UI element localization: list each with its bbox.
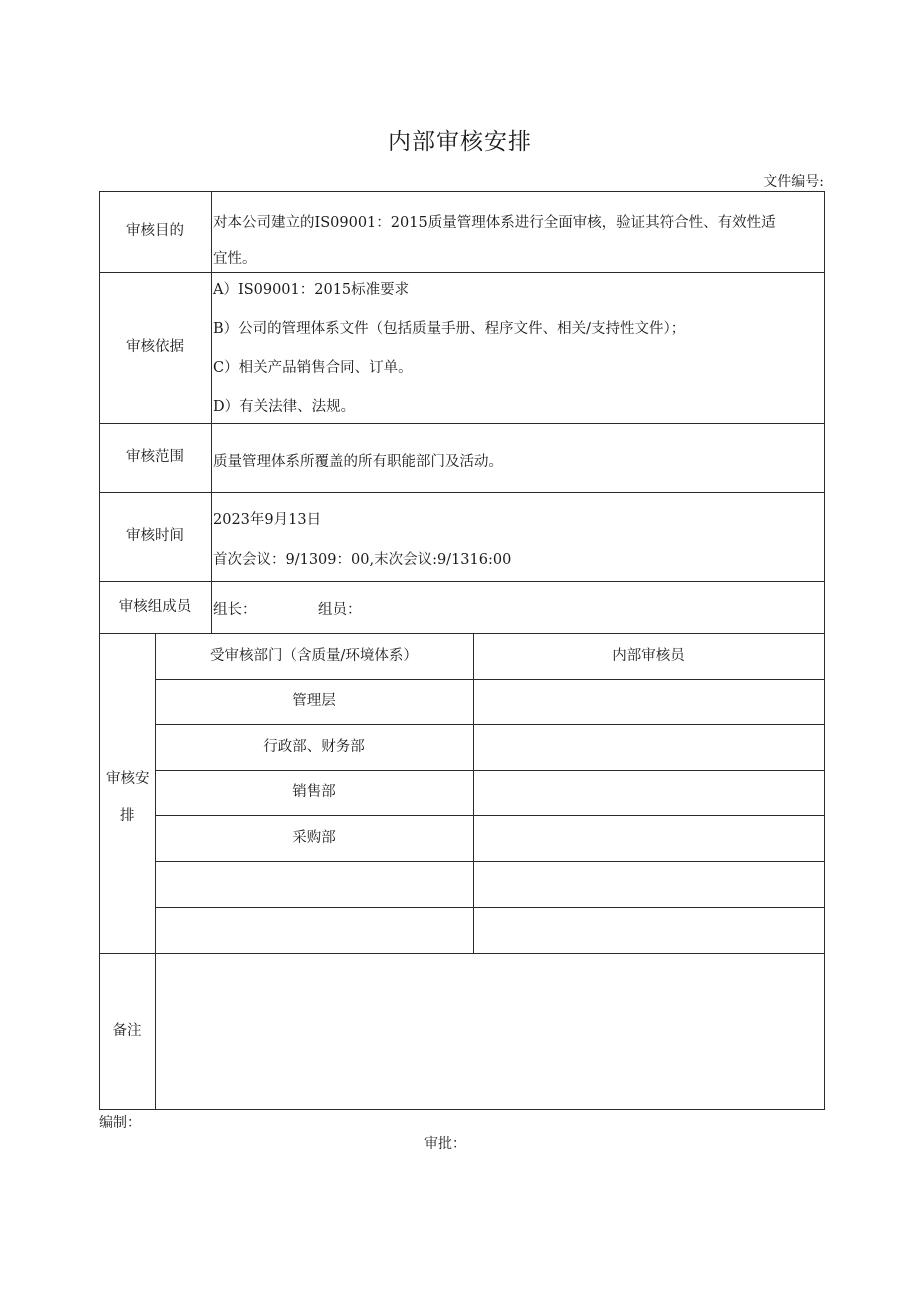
- auditor-cell: [473, 861, 824, 907]
- prepared-by-label: 编制：: [99, 1115, 141, 1131]
- auditor-cell: [473, 679, 824, 724]
- schedule-header-department: 受审核部门（含质量/环境体系）: [210, 647, 418, 664]
- auditor-cell: [473, 907, 824, 953]
- auditor-cell: [473, 815, 824, 861]
- remarks-content: [157, 957, 817, 1105]
- department-cell: 销售部: [292, 784, 336, 801]
- basis-item: A）IS09001：2015标准要求: [213, 282, 410, 298]
- scope-text: 质量管理体系所覆盖的所有职能部门及活动。: [213, 454, 503, 470]
- purpose-text-line1: 对本公司建立的IS09001：2015质量管理体系进行全面审核，验证其符合性、有效性适: [213, 215, 776, 231]
- meeting-times: 首次会议：9/1309：00,末次会议:9/1316:00: [213, 552, 512, 568]
- basis-label: 审核依据: [126, 339, 184, 356]
- audit-date: 2023年9月13日: [213, 512, 322, 528]
- auditor-cell: [473, 724, 824, 770]
- time-label: 审核时间: [126, 528, 184, 545]
- department-cell: 采购部: [292, 829, 336, 846]
- schedule-label-line2: 排: [120, 808, 135, 824]
- department-cell: 行政部、财务部: [263, 738, 365, 755]
- department-cell: 管理层: [292, 693, 336, 710]
- row-divider: [99, 953, 825, 954]
- approved-by-label: 审批：: [424, 1136, 466, 1152]
- scope-label: 审核范围: [126, 449, 184, 466]
- schedule-label-line1: 审核安: [106, 771, 150, 787]
- remarks-label: 备注: [112, 1022, 142, 1039]
- basis-item: C）相关产品销售合同、订单。: [213, 360, 413, 376]
- auditor-cell: [473, 770, 824, 815]
- department-cell: [155, 907, 473, 953]
- table-border-right: [824, 191, 825, 1110]
- document-number-label: 文件编号:: [763, 174, 824, 190]
- label-column-divider: [211, 191, 212, 633]
- purpose-label: 审核目的: [126, 223, 184, 240]
- basis-item: D）有关法律、法规。: [213, 399, 356, 415]
- schedule-label: [99, 633, 155, 953]
- basis-item: B）公司的管理体系文件（包括质量手册、程序文件、相关/支持性文件）；: [213, 321, 686, 337]
- team-label: 审核组成员: [118, 598, 192, 615]
- team-leader-label: 组长：: [213, 602, 257, 618]
- team-members-label: 组员：: [318, 602, 362, 618]
- schedule-header-auditor: 内部审核员: [612, 647, 685, 664]
- audit-form-table: [99, 191, 825, 1110]
- page-title: 内部审核安排: [388, 129, 532, 155]
- purpose-text-line2: 宜性。: [213, 251, 257, 267]
- table-border-bottom: [99, 1109, 825, 1110]
- department-cell: [155, 861, 473, 907]
